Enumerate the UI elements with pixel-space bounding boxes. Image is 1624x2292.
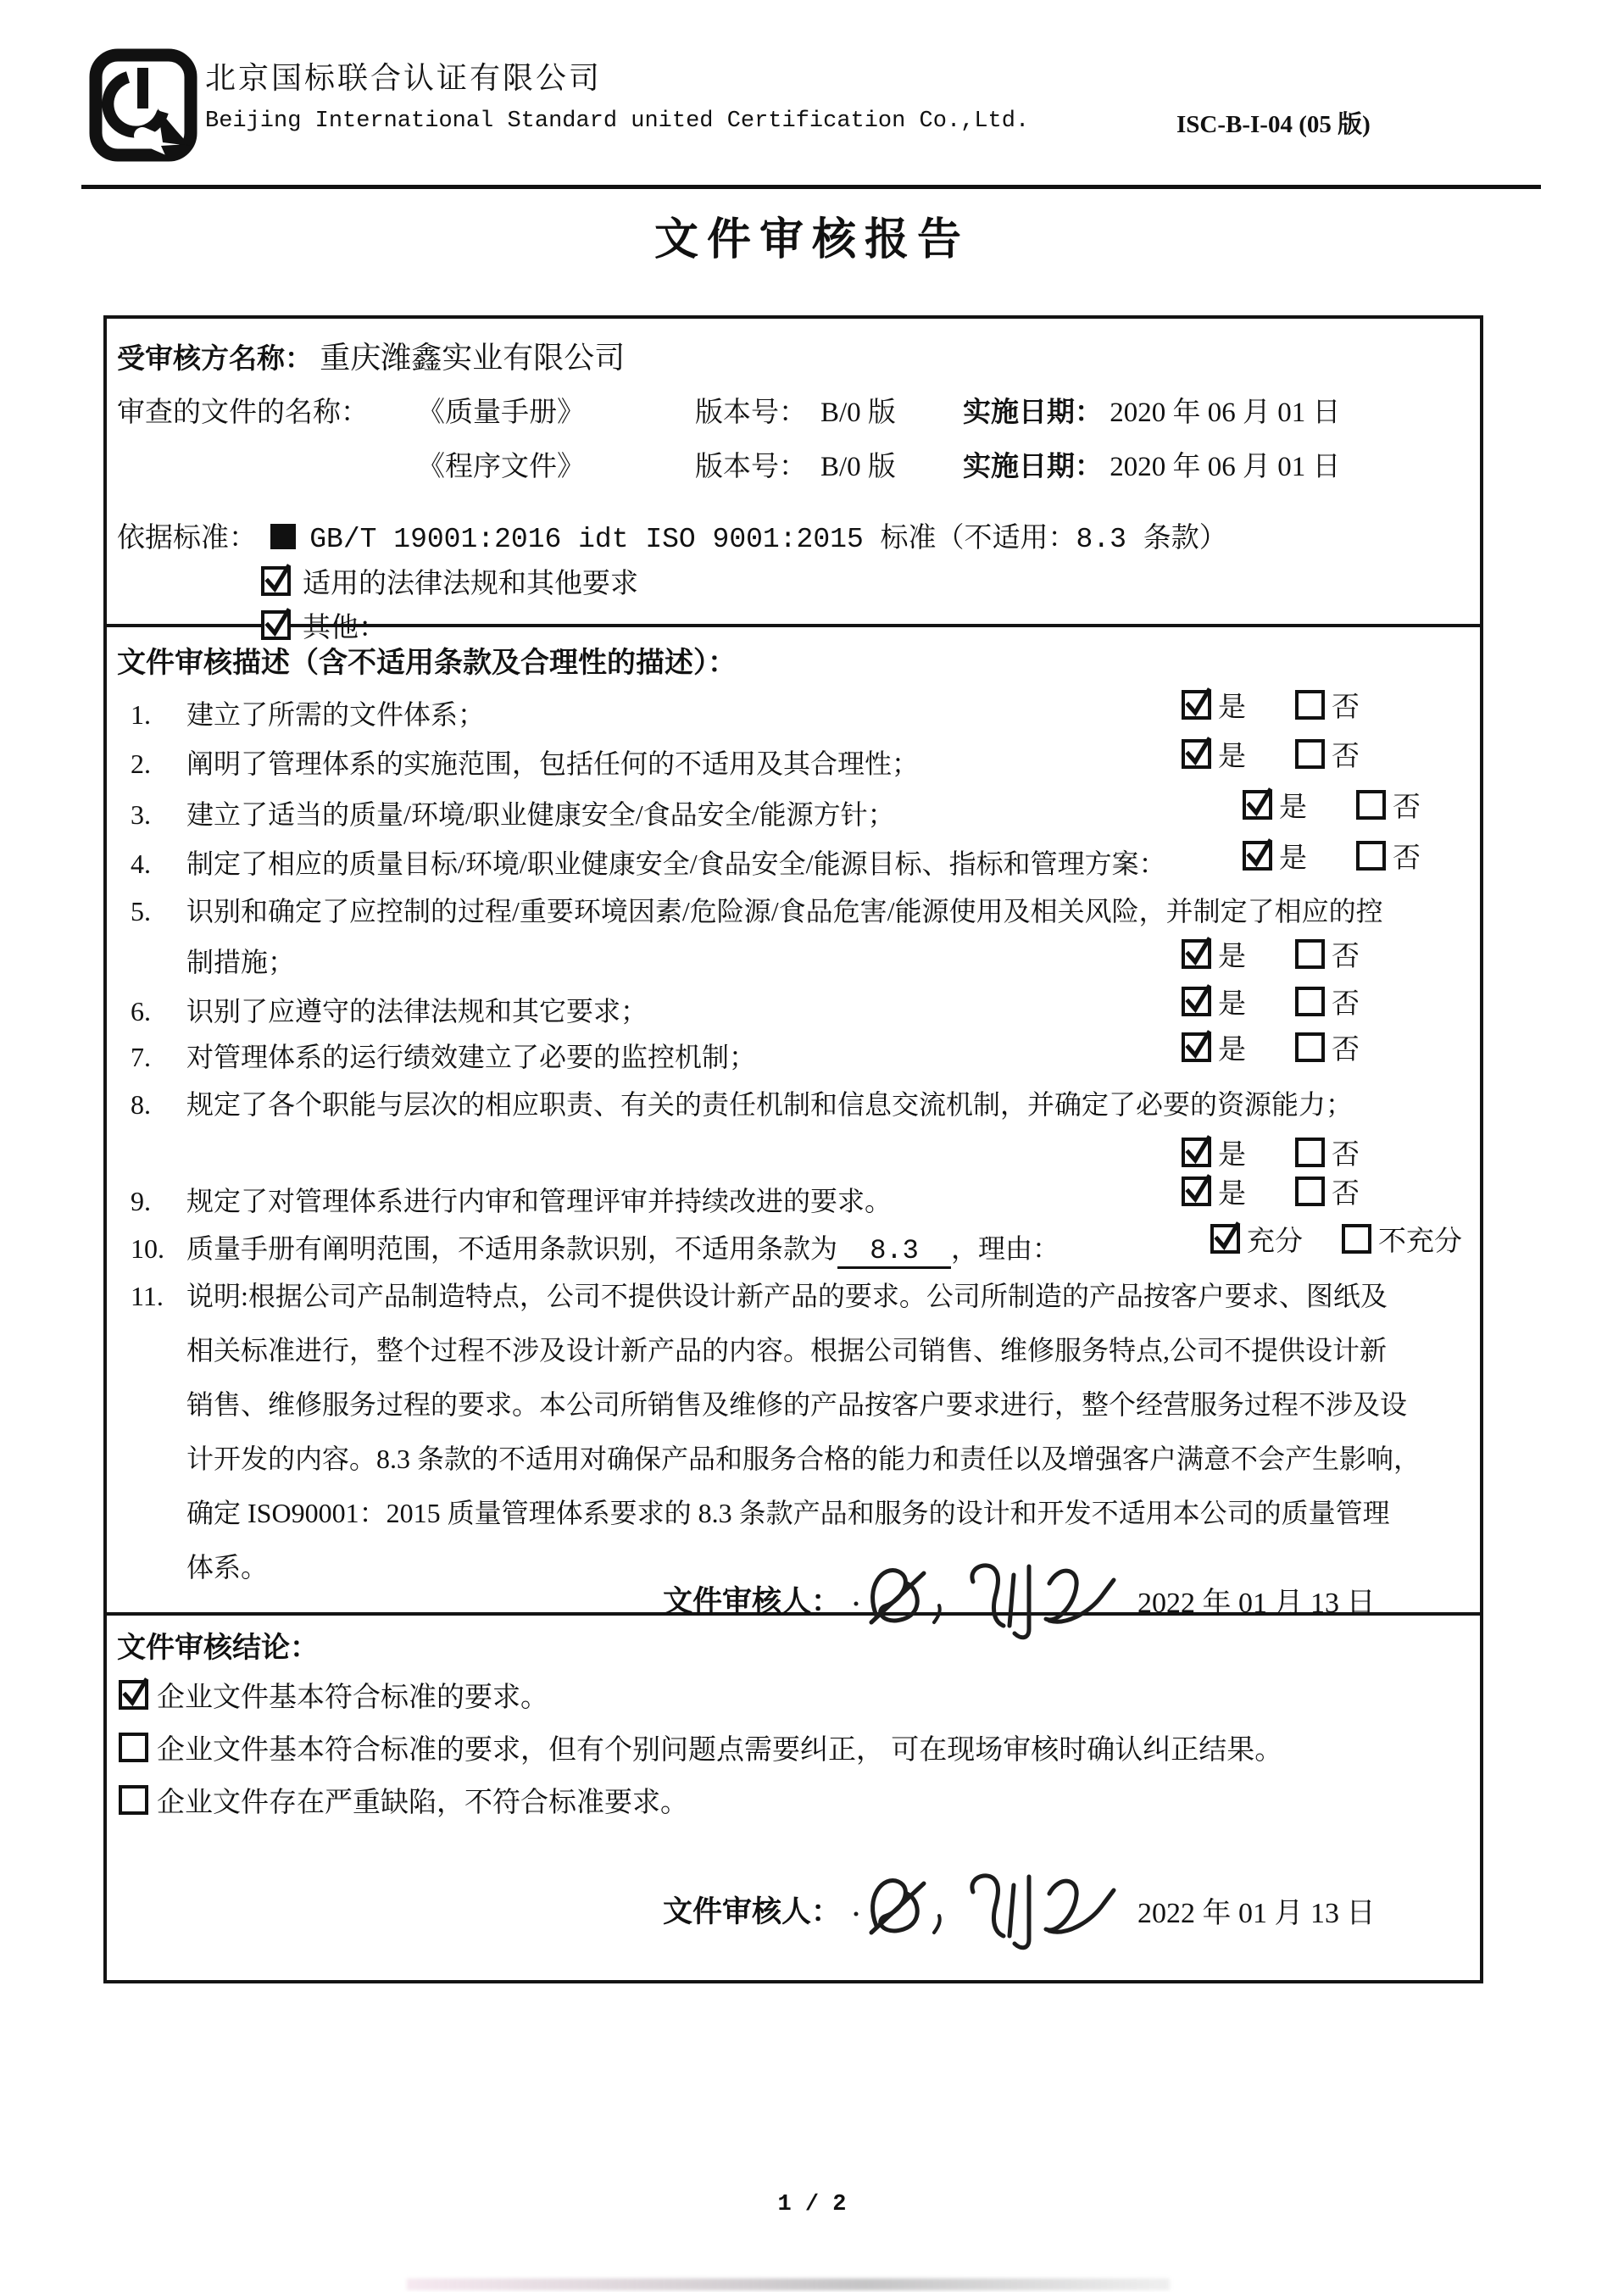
page-title: 文件审核报告 — [653, 216, 970, 264]
review-item-10: 10. 质量手册有阐明范围，不适用条款识别，不适用条款为 8.3 ，理由： — [131, 1227, 1059, 1269]
checkbox-checked-icon — [1182, 1032, 1211, 1062]
filled-square-marker — [270, 524, 296, 549]
answer-group-2: 是 否 — [1182, 734, 1360, 774]
version-value: B/0 版 — [820, 452, 896, 482]
conclusion-heading: 文件审核结论： — [117, 1633, 319, 1664]
review-item-11-line4: 计开发的内容。8.3 条款的不适用对确保产品和服务合格的能力和责任以及增强客户满意不会产生影响， — [186, 1444, 1421, 1474]
checkbox-checked-icon — [1182, 987, 1211, 1016]
auditee-info-box — [103, 315, 1483, 643]
review-item-9: 9. 规定了对管理体系进行内审和管理评审并持续改进的要求。 — [131, 1186, 893, 1216]
review-item-4: 4. 制定了相应的质量目标/环境/职业健康安全/食品安全/能源目标、指标和管理方案： — [131, 848, 1166, 879]
certification-logo-icon — [88, 47, 198, 163]
checkbox-empty-icon — [119, 1733, 148, 1762]
checkbox-empty-icon — [119, 1785, 148, 1815]
doc-name: 《质量手册》 — [417, 398, 585, 428]
answer-group-9: 是 否 — [1182, 1171, 1360, 1211]
checkbox-empty-icon — [1295, 1032, 1325, 1062]
scan-artifact — [407, 2278, 1170, 2290]
answer-group-6: 是 否 — [1182, 982, 1360, 1021]
review-item-11-line2: 相关标准进行，整个过程不涉及设计新产品的内容。根据公司销售、维修服务特点,公司不提供设计新 — [186, 1335, 1388, 1366]
review-item-11-line5: 确定 ISO90001：2015 质量管理体系要求的 8.3 条款产品和服务的设计和开发不适用本公司的质量管理 — [186, 1498, 1390, 1528]
answer-group-1: 是 否 — [1182, 685, 1360, 725]
checkbox-empty-icon — [1295, 1138, 1325, 1167]
checkbox-empty-icon — [1295, 690, 1325, 720]
checkbox-checked-icon — [1243, 790, 1272, 820]
review-item-11-line3: 销售、维修服务过程的要求。本公司所销售及维修的产品按客户要求进行，整个经营服务过程不涉及设 — [186, 1389, 1408, 1420]
impl-date-value: 2020 年 06 月 01 日 — [1110, 452, 1341, 482]
standards-label: 依据标准： — [117, 523, 257, 554]
signoff-date: 2022 年 01 月 13 日 — [1137, 1587, 1376, 1619]
signoff-date: 2022 年 01 月 13 日 — [1137, 1897, 1376, 1929]
checkbox-checked-icon — [1182, 939, 1211, 969]
standard-opt1: 适用的法律法规和其他要求 — [303, 569, 638, 599]
checkbox-checked-icon — [1182, 739, 1211, 769]
docs-label: 审查的文件的名称： — [117, 398, 369, 428]
checkbox-checked-icon — [1210, 1224, 1240, 1254]
doc-row — [417, 444, 585, 484]
checkbox-empty-icon — [1342, 1224, 1371, 1254]
answer-group-3: 是 否 — [1243, 785, 1421, 825]
checkbox-checked-icon — [1182, 690, 1211, 720]
review-item-6: 6. 识别了应遵守的法律法规和其它要求； — [131, 996, 648, 1026]
conclusion-signoff-row — [663, 1889, 1376, 1931]
review-item-11-line6: 体系。 — [186, 1552, 269, 1583]
answer-group-8: 是 否 — [1182, 1132, 1360, 1172]
review-description-box — [103, 624, 1483, 1616]
doc-row — [417, 390, 585, 430]
answer-group-4: 是 否 — [1243, 836, 1421, 876]
standard-main: GB/T 19001:2016 idt ISO 9001:2015 标准（不适用：8.3 条款） — [309, 524, 1227, 555]
version-label: 版本号： — [695, 452, 807, 482]
conclusion-option-2: 企业文件基本符合标准的要求，但有个别问题点需要纠正， 可在现场审核时确认纠正结果。 — [119, 1727, 1282, 1767]
conclusion-option-1: 企业文件基本符合标准的要求。 — [119, 1675, 548, 1715]
review-item-11: 11. 说明:根据公司产品制造特点，公司不提供设计新产品的要求。公司所制造的产品按客户要求、图纸及 — [131, 1281, 1388, 1311]
review-item-5-cont: 制措施； — [186, 947, 296, 977]
review-item-2: 2. 阐明了管理体系的实施范围，包括任何的不适用及其合理性； — [131, 748, 920, 779]
conclusion-option-3: 企业文件存在严重缺陷，不符合标准要求。 — [119, 1780, 688, 1820]
checkbox-empty-icon — [1356, 841, 1386, 871]
reviewer-label: 文件审核人： — [663, 1895, 842, 1928]
impl-date-label: 实施日期： — [963, 398, 1103, 428]
checkbox-checked-icon — [1182, 1138, 1211, 1167]
checkbox-empty-icon — [1295, 939, 1325, 969]
company-name-en: Beijing International Standard united Certification Co.,Ltd. — [205, 108, 1030, 134]
review-item-7: 7. 对管理体系的运行绩效建立了必要的监控机制； — [131, 1042, 757, 1072]
reviewer-signature — [846, 1855, 1126, 1965]
answer-group-10: 充分 不充分 — [1210, 1219, 1462, 1259]
review-item-3: 3. 建立了适当的质量/环境/职业健康安全/食品安全/能源方针； — [131, 799, 895, 830]
inapplicable-clause-value: 8.3 — [837, 1235, 951, 1269]
review-item-1: 1. 建立了所需的文件体系； — [131, 699, 486, 730]
auditee-label: 受审核方名称： — [117, 344, 313, 375]
impl-date-label: 实施日期： — [963, 452, 1103, 482]
answer-group-7: 是 否 — [1182, 1027, 1360, 1067]
checkbox-empty-icon — [1295, 739, 1325, 769]
page-number: 1 / 2 — [777, 2192, 847, 2217]
version-value: B/0 版 — [820, 398, 896, 428]
checkbox-empty-icon — [1356, 790, 1386, 820]
checkbox-checked-icon — [119, 1680, 148, 1710]
form-number: ISC-B-I-04 (05 版) — [1176, 111, 1371, 138]
checkbox-empty-icon — [1295, 987, 1325, 1016]
reviewer-label: 文件审核人： — [663, 1585, 842, 1618]
checkbox-empty-icon — [1295, 1177, 1325, 1206]
version-label: 版本号： — [695, 398, 807, 428]
checkbox-checked-icon — [261, 566, 291, 596]
review-item-8: 8. 规定了各个职能与层次的相应职责、有关的责任机制和信息交流机制，并确定了必要的资源能力； — [131, 1089, 1354, 1120]
standard-opt2: 其他： — [303, 613, 387, 643]
auditee-value: 重庆潍鑫实业有限公司 — [320, 341, 626, 375]
header-divider — [81, 185, 1541, 189]
checkbox-checked-icon — [1182, 1177, 1211, 1206]
impl-date-value: 2020 年 06 月 01 日 — [1110, 398, 1341, 428]
checkbox-checked-icon — [1243, 841, 1272, 871]
company-name-cn: 北京国标联合认证有限公司 — [205, 61, 603, 95]
answer-group-5: 是 否 — [1182, 934, 1360, 974]
review-heading: 文件审核描述（含不适用条款及合理性的描述）： — [117, 648, 737, 679]
doc-name: 《程序文件》 — [417, 452, 585, 482]
review-item-5: 5. 识别和确定了应控制的过程/重要环境因素/危险源/食品危害/能源使用及相关风险，并制定了相应的控 — [131, 896, 1383, 926]
